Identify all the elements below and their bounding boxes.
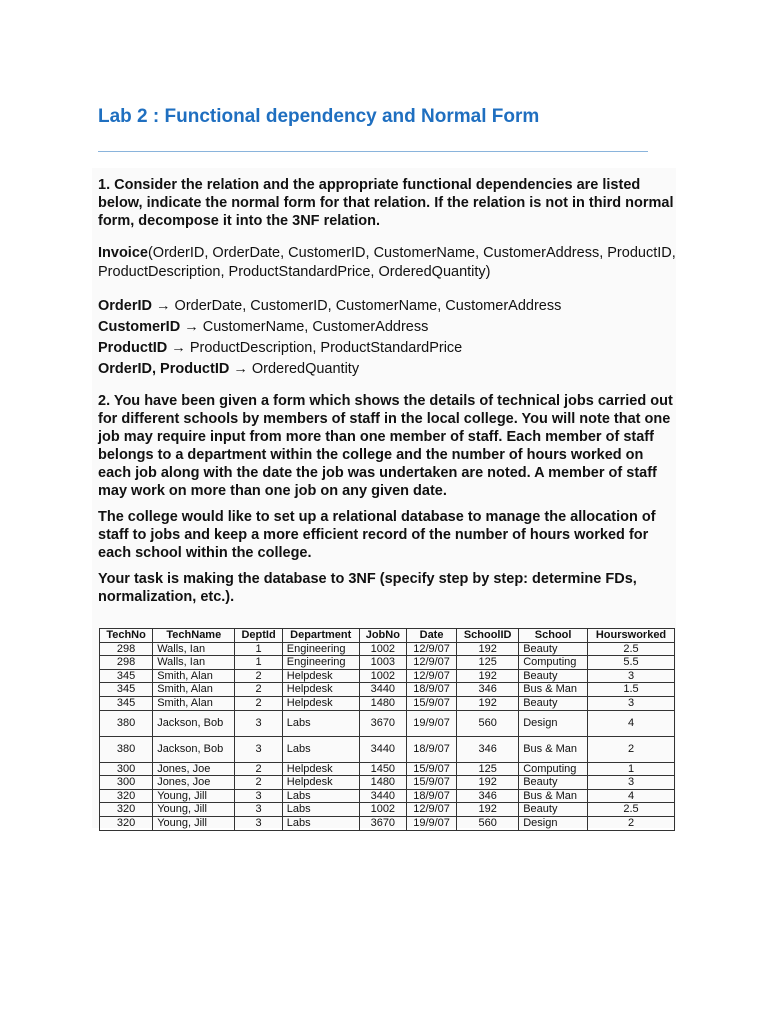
table-cell: 1002 [359,803,406,817]
table-cell: Helpdesk [282,762,359,776]
table-cell: 12/9/07 [407,803,457,817]
table-cell: 2 [235,762,282,776]
table-cell: Engineering [282,656,359,670]
table-cell: 2 [235,696,282,710]
table-cell: Labs [282,789,359,803]
table-cell: 320 [100,803,153,817]
table-row [100,696,675,710]
table-row [100,803,675,817]
table-cell: 192 [457,669,519,683]
table-cell: 19/9/07 [407,816,457,830]
table-cell: 125 [457,762,519,776]
table-cell: 3 [235,710,282,736]
table-row [100,669,675,683]
table-cell: 3670 [359,710,406,736]
table-cell: 2 [235,776,282,790]
functional-dependency [98,359,676,380]
table-row [100,683,675,697]
table-cell: 3 [235,816,282,830]
table-cell: 192 [457,696,519,710]
table-cell: 125 [457,656,519,670]
table-cell: 19/9/07 [407,710,457,736]
table-row [100,776,675,790]
relation-attributes: (OrderID, OrderDate, CustomerID, CustomerName, CustomerAddress, ProductID, ProductDescription, ProductStandardPrice, OrderedQuantity) [98,245,676,280]
table-cell: Helpdesk [282,776,359,790]
table-cell: Beauty [519,669,588,683]
table-cell: Labs [282,803,359,817]
table-cell: Labs [282,816,359,830]
table-cell: 1 [588,762,675,776]
table-row [100,736,675,762]
table-cell: 3 [588,669,675,683]
table-row [100,656,675,670]
table-cell: Jackson, Bob [153,736,235,762]
table-cell: 3 [588,776,675,790]
fd-determinant: ProductID [98,340,168,356]
table-cell: 2.5 [588,803,675,817]
table-cell: 300 [100,762,153,776]
table-body [100,642,675,830]
col-header: TechName [153,629,235,643]
table-cell: 5.5 [588,656,675,670]
table-cell: 560 [457,710,519,736]
fd-determinant: OrderID [98,298,152,314]
table-cell: Young, Jill [153,816,235,830]
table-cell: Computing [519,762,588,776]
question-2-context: The college would like to set up a relational database to manage the allocation of staff to jobs and keep a more efficient record of the number of hours worked for each school within the college. [98,509,656,561]
table-header-row [100,629,675,643]
table-cell: Walls, Ian [153,656,235,670]
table-cell: 345 [100,683,153,697]
relation-name: Invoice [98,245,148,261]
table-cell: Beauty [519,642,588,656]
table-cell: 345 [100,696,153,710]
table-cell: Computing [519,656,588,670]
table-cell: 18/9/07 [407,789,457,803]
table-cell: 298 [100,642,153,656]
table-cell: Beauty [519,776,588,790]
table-cell: 2.5 [588,642,675,656]
table-cell: Design [519,816,588,830]
table-cell: 3 [235,803,282,817]
table-cell: Beauty [519,803,588,817]
title-divider [98,151,648,152]
table-cell: 298 [100,656,153,670]
table-cell: Young, Jill [153,789,235,803]
col-header: Department [282,629,359,643]
fd-determinant: CustomerID [98,319,181,335]
table-cell: 1 [235,656,282,670]
table-cell: Bus & Man [519,789,588,803]
table-cell: 346 [457,736,519,762]
table-cell: 3440 [359,683,406,697]
table-cell: Helpdesk [282,669,359,683]
question-2-text: 2. You have been given a form which shows the details of technical jobs carried out for different schools by members of staff in the local college. You will note that one job may require input from more than one member of staff. Each member of staff belongs to a department within the college and the number of hours worked on each job along with the date the job was undertaken are noted. A member of staff may work on more than one job on any given date. [98,393,673,499]
table-row [100,816,675,830]
table-cell: Smith, Alan [153,683,235,697]
table-cell: Engineering [282,642,359,656]
table-cell: 15/9/07 [407,776,457,790]
table-row [100,710,675,736]
fd-dependents: → OrderedQuantity [229,361,360,377]
table-cell: 192 [457,776,519,790]
table-cell: Beauty [519,696,588,710]
col-header: DeptId [235,629,282,643]
table-cell: Jackson, Bob [153,710,235,736]
col-header: JobNo [359,629,406,643]
table-cell: 3 [235,736,282,762]
question-2-task: Your task is making the database to 3NF (specify step by step: determine FDs, normalization, etc.). [98,571,637,605]
table-cell: 192 [457,803,519,817]
fd-dependents: → ProductDescription, ProductStandardPrice [167,340,463,356]
technical-jobs-table [99,628,675,831]
table-cell: 3 [588,696,675,710]
col-header: TechNo [100,629,153,643]
col-header: Date [407,629,457,643]
table-cell: Smith, Alan [153,669,235,683]
table-cell: 2 [235,683,282,697]
fd-dependents: → CustomerName, CustomerAddress [180,319,429,335]
table-cell: 4 [588,710,675,736]
table-cell: 380 [100,736,153,762]
col-header: SchoolID [457,629,519,643]
table-row [100,789,675,803]
fd-dependents: → OrderDate, CustomerID, CustomerName, CustomerAddress [152,298,562,314]
question-1-text: 1. Consider the relation and the appropriate functional dependencies are listed below, indicate the normal form for that relation. If the relation is not in third normal form, decompose it into the 3NF relation. [98,177,674,229]
table-cell: 12/9/07 [407,642,457,656]
table-cell: 1480 [359,776,406,790]
table-row [100,642,675,656]
table-cell: 15/9/07 [407,696,457,710]
table-cell: 12/9/07 [407,669,457,683]
table-cell: 1003 [359,656,406,670]
table-cell: 1.5 [588,683,675,697]
table-cell: 346 [457,789,519,803]
table-cell: 3440 [359,736,406,762]
table-cell: 18/9/07 [407,736,457,762]
table-cell: 2 [588,736,675,762]
lab-content [92,168,676,828]
table-cell: 320 [100,789,153,803]
table-cell: 12/9/07 [407,656,457,670]
table-cell: 346 [457,683,519,697]
table-cell: 3670 [359,816,406,830]
table-cell: 1480 [359,696,406,710]
table-cell: 15/9/07 [407,762,457,776]
table-cell: Labs [282,736,359,762]
fd-determinant: OrderID, ProductID [98,361,230,377]
table-cell: Jones, Joe [153,762,235,776]
table-cell: 192 [457,642,519,656]
col-header: School [519,629,588,643]
table-cell: 1002 [359,669,406,683]
table-cell: 300 [100,776,153,790]
table-cell: Young, Jill [153,803,235,817]
table-cell: Design [519,710,588,736]
table-cell: 560 [457,816,519,830]
functional-dependency [98,317,676,338]
table-cell: Walls, Ian [153,642,235,656]
table-cell: Jones, Joe [153,776,235,790]
table-cell: 3440 [359,789,406,803]
table-cell: Labs [282,710,359,736]
invoice-relation [98,244,676,282]
table-row [100,762,675,776]
table-cell: 3 [235,789,282,803]
table-cell: 1 [235,642,282,656]
table-cell: 380 [100,710,153,736]
functional-dependency-list [98,296,676,380]
table-cell: 1002 [359,642,406,656]
table-cell: 2 [235,669,282,683]
table-cell: Helpdesk [282,696,359,710]
table-cell: Bus & Man [519,683,588,697]
table-cell: 1450 [359,762,406,776]
table-cell: 4 [588,789,675,803]
table-cell: 2 [588,816,675,830]
table-cell: Smith, Alan [153,696,235,710]
functional-dependency [98,296,676,317]
table-cell: Helpdesk [282,683,359,697]
table-cell: Bus & Man [519,736,588,762]
table-cell: 320 [100,816,153,830]
page-title: Lab 2 : Functional dependency and Normal Form [98,106,540,127]
table-cell: 18/9/07 [407,683,457,697]
table-cell: 345 [100,669,153,683]
functional-dependency [98,338,676,359]
col-header: Hoursworked [588,629,675,643]
